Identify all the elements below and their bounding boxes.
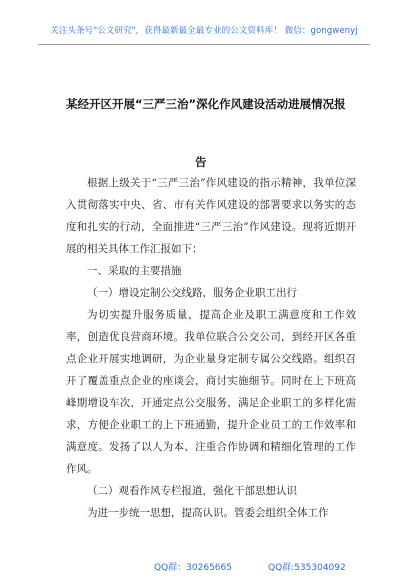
paragraph-measure-2: 为进一步统一思想，提高认识。管委会组织全体工作 [87, 507, 329, 519]
footer-qq-group-2: QQ群:535304092 [268, 563, 346, 573]
document-body [66, 172, 356, 524]
header-divider [38, 44, 370, 45]
paragraph-measure-1: 为切实提升服务质量，提高企业及职工满意度和工作效率，创造优良营商环境。我单位联合公交公司，到经开区各重点企业开展实地调研，为企业量身定制专属公交线路。组织召开了覆盖重点企业的座谈会，商讨实施细节。同时在上下班高峰期增设车次，开通定点公交服务，满足企业职工的多样化需求，方便企业职工的上下班通勤，提升企业员工的工作效率和满意度。发扬了以人为本、注重合作协调和精细化管理的工作作风。 [66, 309, 356, 475]
subsection-heading-1: （一）增设定制公交线路，服务企业职工出行 [87, 287, 297, 299]
section-heading: 一、采取的主要措施 [87, 265, 182, 277]
subsection-heading-2: （二）观看作风专栏报道，强化干部思想认识 [87, 485, 297, 497]
paragraph-intro: 根据上级关于“三严三治”作风建设的指示精神，我单位深入贯彻落实中央、省、市有关作风建设的部署要求以务实的态度和扎实的行动，全面推进“三严三治”作风建设。现将近期开展的相关具体工作汇报如下： [66, 177, 356, 255]
footer [0, 560, 408, 574]
document-title-line-1: 某经开区开展“三严三治”深化作风建设活动进展情况报 [66, 97, 346, 111]
footer-qq-group-1: QQ群：30265665 [154, 563, 232, 573]
document-title-line-2: 告 [195, 155, 207, 169]
header-banner: 关注头条号"公文研究"，获得最新最全最专业的公文资料库！ 微信：gongwenyj [50, 26, 358, 36]
